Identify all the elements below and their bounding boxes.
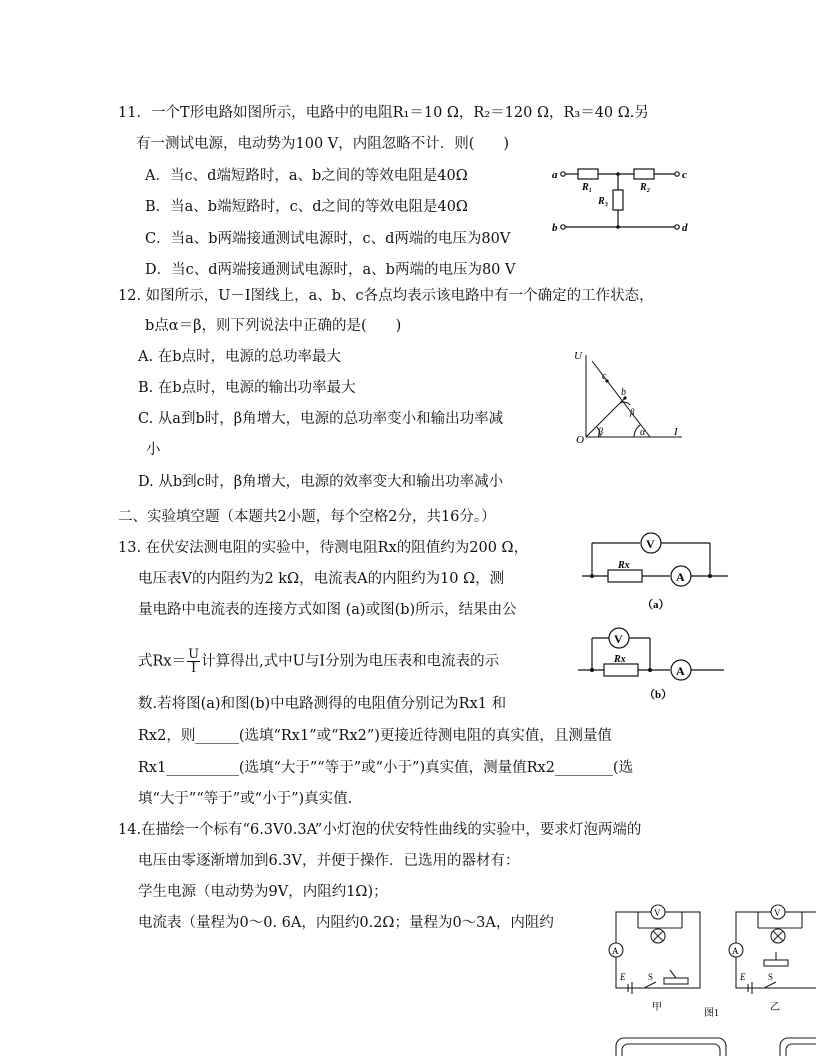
q14-line-2: 电压由零逐渐增加到6.3V，并便于操作．已选用的器材有： xyxy=(138,853,520,869)
emf-label-yi: E xyxy=(740,972,746,982)
q13-line-1: 13. 在伏安法测电阻的实验中，待测电阻Rx的阻值约为200 Ω， xyxy=(118,540,529,556)
t-circuit-figure xyxy=(552,160,702,240)
figure-b-caption: （b） xyxy=(644,689,673,701)
voltmeter-label: V xyxy=(646,537,655,551)
q13-line-2: 电压表V的内阻约为2 kΩ，电流表A的内阻约为10 Ω，测 xyxy=(138,571,505,587)
q14-line-4: 电流表（量程为0～0. 6A，内阻约0.2Ω；量程为0～3A，内阻约 xyxy=(138,915,554,931)
alpha-label: α xyxy=(640,427,646,438)
q12-line-2: b点α＝β，则下列说法中正确的是( ) xyxy=(145,318,402,334)
q13-line-5: 数.若将图(a)和图(b)中电路测得的电阻值分别记为Rx1 和 xyxy=(138,696,507,712)
q12-line-1: 12. 如图所示，U－I图线上，a、b、c各点均表示该电路中有一个确定的工作状态， xyxy=(118,288,654,304)
q11-option-b: B．当a、b端短路时，c、d之间的等效电阻是40Ω xyxy=(145,199,468,215)
figure-1-circuits xyxy=(604,898,816,1056)
rx-label: Rx xyxy=(614,654,626,665)
q14-line-1: 14.在描绘一个标有“6.3V0.3A”小灯泡的伏安特性曲线的实验中，要求灯泡两端的 xyxy=(118,822,642,838)
switch-label-jia: S xyxy=(648,972,654,982)
section-2-heading: 二、实验填空题（本题共2小题，每个空格2分，共16分。） xyxy=(118,509,496,525)
fraction-denominator: I xyxy=(191,661,197,676)
figure-1-title: 图1 xyxy=(704,1008,719,1019)
q14-line-3: 学生电源（电动势为9V，内阻约1Ω)； xyxy=(138,884,388,900)
q11-option-a: A．当c、d端短路时，a、b之间的等效电阻是40Ω xyxy=(145,168,468,184)
point-b-label: b xyxy=(621,387,626,398)
node-b-label: b xyxy=(552,222,558,234)
q13-line-4 xyxy=(138,648,499,675)
q12-option-c-2: 小 xyxy=(146,442,161,458)
r3-label: R₃ xyxy=(598,196,609,207)
node-a-label: a xyxy=(552,169,558,181)
q11-line-1: 11．一个T形电路如图所示，电路中的电阻R₁＝10 Ω，R₂＝120 Ω，R₃＝40 Ω.另 xyxy=(118,105,649,121)
figure-jia-caption: 甲 xyxy=(652,1002,662,1013)
ammeter-label-yi: A xyxy=(732,946,739,956)
ammeter-label-jia: A xyxy=(612,946,619,956)
q12-option-b: B. 在b点时，电源的输出功率最大 xyxy=(138,380,356,396)
q13-line-3: 量电路中电流表的连接方式如图 (a)或图(b)所示，结果由公 xyxy=(138,602,517,618)
node-d-label: d xyxy=(682,222,688,234)
formula-suffix: 计算得出,式中U与I分别为电压表和电流表的示 xyxy=(201,653,500,670)
beta-label: β xyxy=(598,427,603,438)
r2-label: R₂ xyxy=(640,182,651,193)
u-axis-label: U xyxy=(574,350,582,362)
u-i-graph-figure xyxy=(570,345,690,445)
q13-line-7: Rx1__________(选填“大于”“等于”或“小于”)真实值，测量值Rx2________(选 xyxy=(138,760,634,776)
voltmeter-label-yi: V xyxy=(774,908,781,918)
r1-label: R₁ xyxy=(582,182,593,193)
i-axis-label: I xyxy=(674,426,678,438)
rx-label: Rx xyxy=(618,560,630,571)
ammeter-label: A xyxy=(676,570,685,584)
u-over-i-fraction xyxy=(187,648,200,675)
q12-option-a: A. 在b点时，电源的总功率最大 xyxy=(138,349,341,365)
node-c-label: c xyxy=(682,169,687,181)
fraction-numerator: U xyxy=(188,647,200,662)
q13-line-8: 填“大于”“等于”或“小于”)真实值. xyxy=(138,791,353,807)
circuit-b-figure xyxy=(576,626,726,706)
q12-option-c-1: C. 从a到b时，β角增大，电源的总功率变小和输出功率减 xyxy=(138,411,504,427)
emf-label-jia: E xyxy=(620,972,626,982)
q12-option-d: D. 从b到c时，β角增大，电源的效率变大和输出功率减小 xyxy=(138,474,504,490)
figure-a-caption: （a） xyxy=(642,599,670,611)
q11-option-d: D．当c、d两端接通测试电源时，a、b两端的电压为80 V xyxy=(145,262,516,278)
ammeter-label: A xyxy=(676,664,685,678)
figure-yi-caption: 乙 xyxy=(770,1002,780,1013)
circuit-a-figure xyxy=(580,528,730,616)
point-c-label: c xyxy=(602,371,607,382)
q11-line-2: 有一测试电源，电动势为100 V，内阻忽略不计．则( ) xyxy=(136,136,510,152)
voltmeter-label-jia: V xyxy=(654,908,661,918)
voltmeter-label: V xyxy=(614,632,623,646)
beta-label-top: β xyxy=(630,407,635,417)
q11-option-c: C．当a、b两端接通测试电源时，c、d两端的电压为80V xyxy=(145,231,511,247)
formula-prefix: 式Rx＝ xyxy=(138,653,187,670)
switch-label-yi: S xyxy=(768,972,774,982)
q13-line-6: Rx2，则______(选填“Rx1”或“Rx2”)更接近待测电阻的真实值，且测量值 xyxy=(138,728,612,744)
origin-label: O xyxy=(576,434,584,446)
